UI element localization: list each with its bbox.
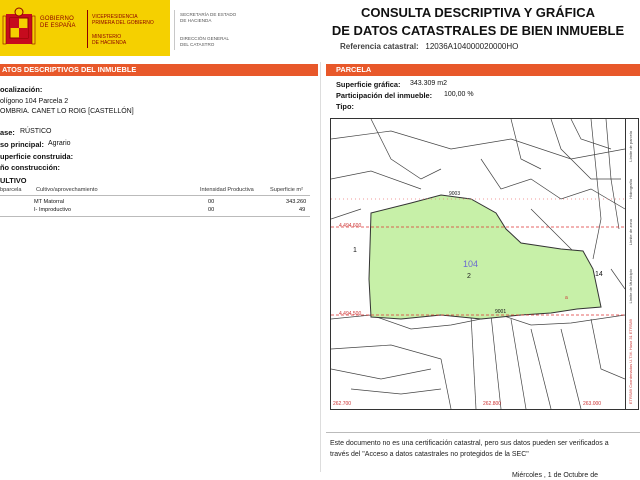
type-label: Tipo: bbox=[336, 102, 354, 111]
map-label-14: 14 bbox=[595, 271, 603, 278]
legend-zone-limit: Límite de zona bbox=[628, 219, 633, 246]
map-coord-y1: 4.494.600 bbox=[339, 223, 362, 229]
class-label: ase: bbox=[0, 128, 15, 137]
disclaimer-notice bbox=[330, 438, 630, 460]
map-label-a: a bbox=[565, 295, 568, 301]
location-label: ocalización: bbox=[0, 85, 43, 94]
map-label-9001: 9001 bbox=[495, 309, 507, 315]
map-coord-x3: 263.000 bbox=[583, 401, 602, 407]
legend-hydrography: Hidrografía bbox=[628, 179, 633, 199]
gov-line1: GOBIERNO bbox=[40, 16, 74, 22]
legend-parcel-limit: Límite de parcela bbox=[628, 131, 633, 162]
ref-value: 12036A104000020000HO bbox=[425, 42, 519, 51]
table-header-subparcel: bparcela bbox=[0, 187, 22, 193]
page-title bbox=[326, 4, 630, 40]
class-value: RÚSTICO bbox=[20, 128, 52, 135]
map-parcel-number: 104 bbox=[463, 259, 479, 269]
government-logo-block bbox=[0, 0, 170, 56]
legend-municipality-limit: Límite de Municipio bbox=[628, 269, 633, 304]
gov-text bbox=[40, 16, 76, 30]
table-header-area: Superficie m² bbox=[270, 187, 303, 193]
divider bbox=[0, 216, 310, 217]
table-cell-cultivation: I- Improductivo bbox=[34, 207, 71, 213]
map-coord-y2: 4.494.500 bbox=[339, 311, 362, 317]
parcel-header bbox=[326, 64, 640, 76]
ministry-line2: DE HACIENDA bbox=[92, 40, 127, 46]
gov-line2: DE ESPAÑA bbox=[40, 23, 76, 29]
legend-coordinates: ETRS89 Coordenadas U.T.M. Huso 31 ETRS89 bbox=[628, 319, 633, 405]
graphic-area-label: Superficie gráfica: bbox=[336, 80, 401, 89]
notice-line1: Este documento no es una certificación catastral, pero sus datos pueden ser verificados a bbox=[330, 440, 609, 447]
notice-line2[interactable]: través del "Acceso a datos catastrales no protegidos de la SEC" bbox=[330, 451, 529, 458]
map-legend-strip bbox=[626, 118, 639, 410]
table-cell-area: 49 bbox=[299, 207, 306, 213]
column-divider bbox=[320, 62, 321, 472]
table-cell-intensity: 00 bbox=[208, 207, 215, 213]
participation-label: Participación del inmueble: bbox=[336, 91, 433, 100]
ministry-text bbox=[92, 34, 126, 46]
ministry-line1: MINISTERIO bbox=[92, 34, 122, 40]
direccion-text bbox=[180, 36, 229, 47]
title-line2: DE DATOS CATASTRALES DE BIEN INMUEBLE bbox=[331, 23, 625, 38]
divider bbox=[174, 10, 175, 50]
use-label: so principal: bbox=[0, 140, 44, 149]
dir-line2: DEL CATASTRO bbox=[180, 41, 215, 47]
map-label-9003: 9003 bbox=[449, 191, 461, 197]
table-cell-area: 343.260 bbox=[286, 199, 307, 205]
table-header-cultivation: Cultivo/aprovechamiento bbox=[36, 187, 98, 193]
location-line2: OMBRIA. CANET LO ROIG [CASTELLÓN] bbox=[0, 108, 134, 115]
table-cell-cultivation: MT Matorral bbox=[34, 199, 65, 205]
cadastral-reference bbox=[340, 42, 518, 51]
map-coord-x2: 262.800 bbox=[483, 401, 502, 407]
use-value: Agrario bbox=[48, 140, 71, 147]
map-label-1: 1 bbox=[353, 247, 357, 254]
descriptive-data-header bbox=[0, 64, 318, 76]
section-title: ATOS DESCRIPTIVOS DEL INMUEBLE bbox=[2, 65, 137, 74]
location-line1: olígono 104 Parcela 2 bbox=[0, 98, 69, 105]
sec-line2: DE HACIENDA bbox=[180, 17, 212, 23]
vice-line2: PRIMERA DEL GOBIERNO bbox=[92, 20, 154, 26]
graphic-area-value: 343.309 m2 bbox=[410, 80, 447, 87]
vice-text bbox=[92, 14, 154, 26]
title-line1: CONSULTA DESCRIPTIVA Y GRÁFICA bbox=[360, 5, 595, 20]
dir-line1: DIRECCIÓN GENERAL bbox=[180, 36, 230, 41]
map-coord-x1: 262.700 bbox=[333, 401, 352, 407]
section-title: PARCELA bbox=[336, 65, 372, 74]
secretaria-text bbox=[180, 12, 236, 23]
document-date: Miércoles , 1 de Octubre de bbox=[512, 472, 598, 479]
vice-line1: VICEPRESIDENCIA bbox=[92, 14, 138, 20]
cadastral-map[interactable] bbox=[330, 118, 626, 410]
map-parcel-id: 2 bbox=[467, 273, 471, 280]
table-cell-intensity: 00 bbox=[208, 199, 215, 205]
divider bbox=[0, 195, 310, 196]
construction-year-label: ño construcción: bbox=[0, 163, 60, 172]
participation-value: 100,00 % bbox=[444, 91, 474, 98]
divider bbox=[326, 432, 640, 433]
divider bbox=[87, 10, 88, 48]
sec-line1: SECRETARÍA DE ESTADO bbox=[180, 12, 237, 17]
table-header-intensity: Intensidad Productiva bbox=[200, 187, 254, 193]
coat-of-arms-icon bbox=[2, 6, 36, 50]
ref-label: Referencia catastral: bbox=[340, 42, 419, 51]
built-area-label: uperficie construida: bbox=[0, 152, 74, 161]
cultivation-title: ULTIVO bbox=[0, 176, 27, 185]
